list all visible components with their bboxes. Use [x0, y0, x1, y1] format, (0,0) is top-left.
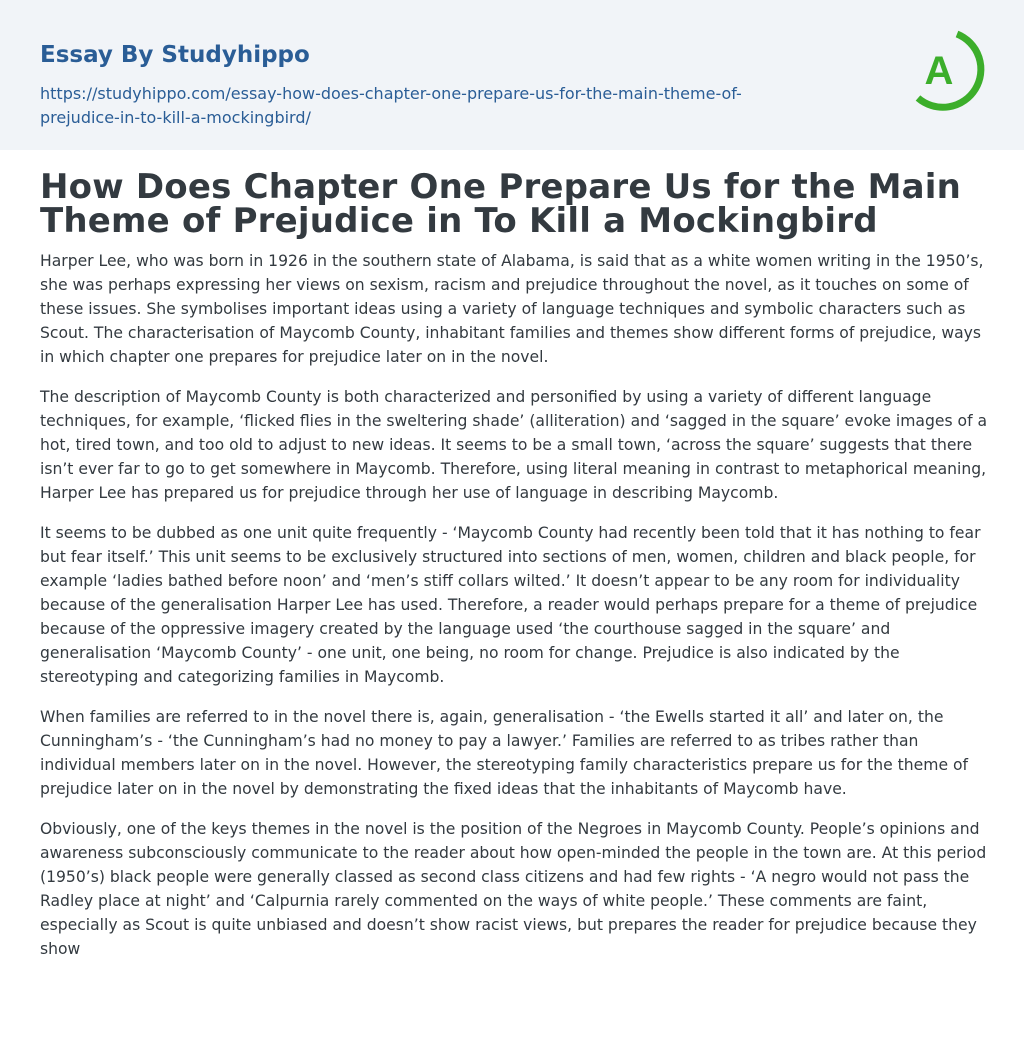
article-title: How Does Chapter One Prepare Us for the Main Theme of Prejudice in To Kill a Mockingbird — [40, 167, 962, 241]
article-url-link[interactable]: https://studyhippo.com/essay-how-does-chapter-one-prepare-us-for-the-main-theme-of-prejudice-in-to-kill-a-mockingbird/ — [40, 84, 742, 127]
paragraph-3: It seems to be dubbed as one unit quite frequently - ‘Maycomb County had recently been told that it has nothing to fear but fear itself.’ This unit seems to be exclusively structured into sections of men, women, children and black people, for example ‘ladies bathed before noon’ and ‘men’s stiff collars wilted.’ It doesn’t appear to be any room for individuality because of the generalisation Harper Lee has used. Therefore, a reader would perhaps prepare for a theme of prejudice because of the oppressive imagery created by the language used ‘the courthouse sagged in the square’ and generalisation ‘Maycomb County’ - one unit, one being, no room for change. Prejudice is also indicated by the stereotyping and categorizing families in Maycomb. — [40, 524, 981, 686]
paragraph-4: When families are referred to in the novel there is, again, generalisation - ‘the Ewells started it all’ and later on, the Cunningham’s - ‘the Cunningham’s had no money to pay a lawyer.’ Families are referred to as tribes rather than individual members later on in the novel. However, the stereotyping family characteristics prepare us for the theme of prejudice later on in the novel by demonstrating the fixed ideas that the inhabitants of Maycomb have. — [40, 708, 969, 798]
paragraph-2: The description of Maycomb County is both characterized and personified by using a variety of different language techniques, for example, ‘flicked flies in the sweltering shade’ (alliteration) and ‘sagged in the square’ evoke images of a hot, tired town, and too old to adjust to new ideas. It seems to be a small town, ‘across the square’ suggests that there isn’t ever far to go to get somewhere in Maycomb. Therefore, using literal meaning in contrast to metaphorical meaning, Harper Lee has prepared us for prejudice through her use of language in describing Maycomb. — [40, 388, 988, 502]
paragraph-1: Harper Lee, who was born in 1926 in the southern state of Alabama, is said that as a white women writing in the 1950’s, she was perhaps expressing her views on sexism, racism and prejudice throughout the novel, as it touches on some of these issues. She symbolises important ideas using a variety of language techniques and symbolic characters such as Scout. The characterisation of Maycomb County, inhabitant families and themes show different forms of prejudice, ways in which chapter one prepares for prejudice later on in the novel. — [40, 252, 984, 366]
logo-letter: A — [924, 49, 954, 93]
site-brand[interactable]: Essay By Studyhippo — [40, 42, 310, 68]
site-header — [0, 0, 1024, 150]
paragraph-5: Obviously, one of the keys themes in the novel is the position of the Negroes in Maycomb County. People’s opinions and awareness subconsciously communicate to the reader about how open-minded the people in the town are. At this period (1950’s) black people were generally classed as second class citizens and had few rights - ‘A negro would not pass the Radley place at night’ and ‘Calpurnia rarely commented on the ways of white people.’ These comments are faint, especially as Scout is quite unbiased and doesn’t show racist views, but prepares the reader for prejudice because they show — [40, 820, 987, 958]
studyhippo-logo-icon[interactable] — [910, 28, 986, 116]
article — [40, 167, 988, 977]
